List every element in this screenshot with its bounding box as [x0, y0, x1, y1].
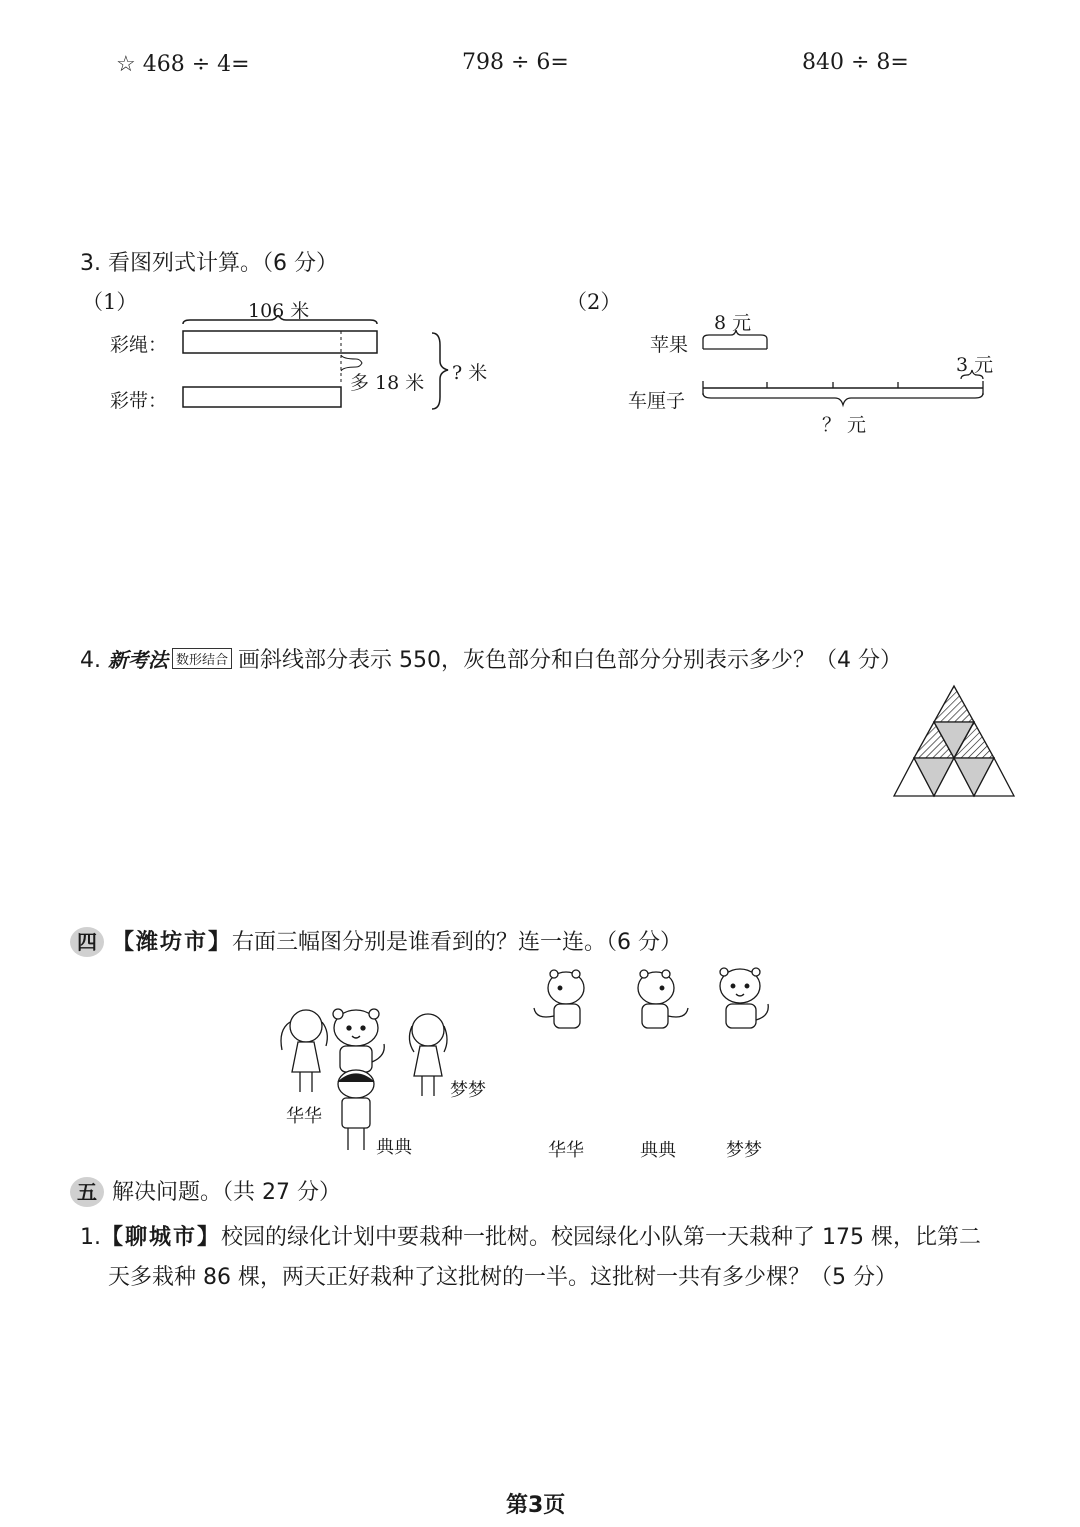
q4-title: [80, 643, 902, 674]
girl-mengmeng-figure: [409, 1014, 447, 1096]
s5-q1-line1: [80, 1220, 981, 1251]
equation-2: 798 ÷ 6=: [462, 50, 569, 75]
part1-diff-brace: [341, 355, 362, 371]
part1-question-label: ? 米: [452, 362, 488, 384]
part2-question-label: ？ 元: [822, 414, 867, 436]
part2-extra-label: 3 元: [956, 354, 994, 376]
triangle-figure: [888, 682, 1020, 804]
s5-q1-text1: 校园的绿化计划中要栽种一批树。校园绿化小队第一天栽种了 175 棵，比第二: [221, 1225, 981, 1250]
section4-text: 右面三幅图分别是谁看到的？连一连。（6 分）: [232, 930, 683, 955]
boy-dian-figure: [338, 1070, 374, 1150]
q4-text: 画斜线部分表示 550，灰色部分和白色部分分别表示多少？（4 分）: [238, 648, 902, 673]
part1-row1-label: 彩绳：: [110, 334, 168, 356]
q3-part1-label: （1）: [82, 290, 138, 314]
part1-top-brace: [183, 315, 377, 324]
tiger-view-front: [710, 964, 774, 1034]
q4-new-method-tag: 新考法: [108, 648, 168, 672]
part1-bar-diagram: [170, 315, 460, 415]
equation-1: ☆ 468 ÷ 4=: [116, 52, 250, 77]
q4-number: 4.: [80, 648, 101, 673]
section4-title: [70, 925, 682, 957]
section4-city: 【潍坊市】: [112, 930, 233, 955]
part1-ribbon-bar: [183, 387, 341, 407]
q3-part2-label: （2）: [566, 290, 622, 314]
s5-q1-number: 1.: [80, 1225, 101, 1250]
part2-line-diagram: [695, 325, 995, 415]
section5-title: [70, 1175, 341, 1207]
page-number: 第3页: [506, 1493, 566, 1518]
part1-rope-bar: [183, 331, 377, 353]
part1-diff-label: 多 18 米: [350, 372, 425, 394]
tri-up-1: [934, 686, 974, 722]
girl-huahua-figure: [281, 1010, 327, 1092]
part2-cherry-label: 车厘子: [628, 390, 686, 412]
tiger-view-side-left: [530, 966, 592, 1034]
tiger-figure: [333, 1009, 384, 1072]
q3-title: 3. 看图列式计算。（6 分）: [80, 251, 338, 276]
s5-q1-city: 【聊城市】: [101, 1225, 222, 1250]
part1-right-brace: [432, 333, 448, 409]
answer-label-2: 典典: [640, 1140, 676, 1161]
section4-badge: 四: [70, 927, 104, 957]
section5-badge: 五: [70, 1177, 104, 1207]
answer-label-3: 梦梦: [726, 1140, 762, 1161]
s5-q1-line2: 天多栽种 86 棵，两天正好栽种了这批树的一半。这批树一共有多少棵？（5 分）: [108, 1265, 897, 1290]
scene-name-dian: 典典: [376, 1137, 412, 1158]
part2-extra-brace: [961, 370, 983, 379]
part2-apple-label: 苹果: [650, 334, 689, 356]
part2-bottom-brace: [703, 393, 983, 405]
part2-apple-brace: [703, 330, 767, 339]
q4-method-box: 数形结合: [172, 648, 232, 669]
scene-name-huahua: 华华: [286, 1106, 322, 1127]
answer-label-1: 华华: [548, 1140, 584, 1161]
part1-row2-label: 彩带：: [110, 390, 168, 412]
section5-text: 解决问题。（共 27 分）: [112, 1180, 341, 1205]
part1-total-label: 106 米: [248, 300, 310, 322]
equation-3: 840 ÷ 8=: [802, 50, 909, 75]
tiger-view-side-right: [628, 966, 694, 1034]
part2-apple-price-label: 8 元: [714, 312, 752, 334]
scene-name-mengmeng: 梦梦: [450, 1080, 486, 1101]
